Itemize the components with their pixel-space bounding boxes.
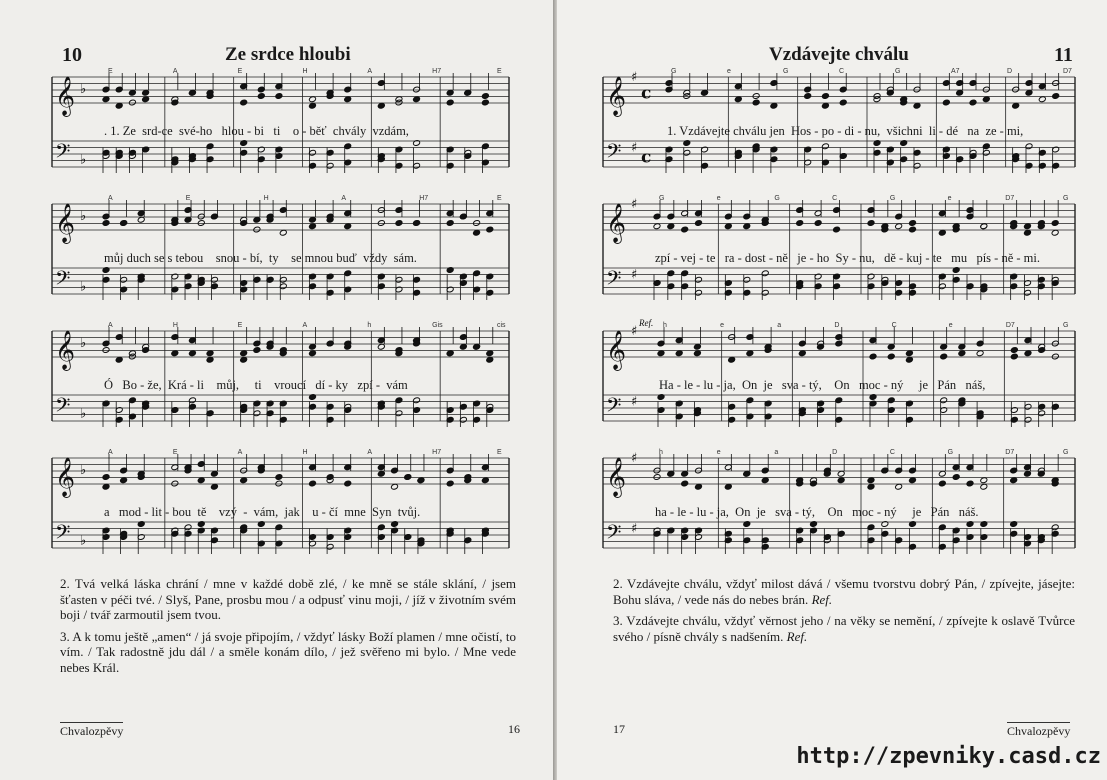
bass-clef-icon: 𝄢 [606,266,622,295]
treble-clef-icon: 𝄞 [55,330,76,370]
note-head [240,99,248,106]
note-head [796,220,804,227]
note-head [867,220,875,227]
chord-symbol: H7 [432,68,442,75]
music-system [599,445,1079,570]
chord-symbol: H7 [432,449,442,456]
verse-2: 2. Tvá velká láska chrání / mne v každé době zlé, / ke mně se stále sklání, / jsem šťasten v péči tvé. / Slyš, Pane, prosbu mou / a odpusť vinu moji, / jíž v životním svém boji / tvář zarmoutil jsem tvou. [60,576,516,622]
chord-symbol: E [497,449,502,456]
chord-symbol: G [671,68,677,75]
common-time-icon: c [641,147,652,168]
flat-icon: ♭ [80,406,87,422]
flat-icon: ♭ [80,152,87,168]
note-head [344,480,352,487]
song-title: Ze srdce hloubi [225,44,351,65]
music-system [48,445,513,570]
bass-clef-icon: 𝄢 [606,393,622,422]
note-head [966,480,974,487]
note-head [309,480,317,487]
chord-symbol: D [1007,68,1013,75]
note-head [869,353,877,360]
flat-icon: ♭ [80,209,87,224]
chord-symbol: A [108,322,113,329]
right-page [557,0,1107,780]
note-head [653,474,661,481]
music-system [48,64,513,189]
note-head [275,93,283,100]
note-head [481,99,489,106]
chord-symbol: A [108,195,113,202]
staff-system-svg [48,64,513,189]
flat-icon: ♭ [80,463,87,478]
chord-symbol: G [783,68,789,75]
staff-system-svg [48,318,513,443]
note-head [1051,353,1059,360]
sharp-icon: ♯ [631,140,638,156]
note-head [275,474,283,481]
note-head [681,480,689,487]
chord-symbol: A [108,449,113,456]
bass-clef-icon: 𝄢 [55,266,71,295]
chord-symbol: E [497,68,502,75]
footer-book-title: Chvalozpěvy [60,724,124,738]
chord-symbol: e [716,195,721,202]
common-time-icon: c [641,83,652,104]
note-head [120,220,128,227]
lyric-line: Ha - le - lu - ja, On je sva - tý, On moc - ný je Pán náš, [659,378,986,392]
note-head [942,99,950,106]
note-head [481,93,489,100]
sharp-icon: ♯ [631,267,638,283]
chord-symbol: e [948,322,953,329]
flat-icon: ♭ [80,82,87,97]
staff-system-svg [48,191,513,316]
note-head [395,220,403,227]
song-number: 10 [62,44,82,66]
flat-icon: ♭ [80,279,87,295]
treble-clef-icon: 𝄞 [55,203,76,243]
music-system [599,64,1079,189]
note-head [938,480,946,487]
lyric-line: můj duch se s tebou snou - bí, ty se mnou buď vždy sám. [104,251,417,265]
bass-clef-icon: 𝄢 [55,139,71,168]
verse-2: 2. Vzdávejte chválu, vždyť milost dává / všemu tvorstvu dobrý Pán, / zpívejte, jásejte: Bohu sláva, / vede nás do nebes brán. Ref. [613,576,1075,607]
staff-system-svg [599,318,1079,443]
chord-symbol: A [367,68,373,75]
music-system [599,191,1079,316]
chord-symbol: G [1063,322,1069,329]
flat-icon: ♭ [80,336,87,351]
staff-system-svg [599,64,1079,189]
note-head [446,99,454,106]
chord-symbol: cis [497,322,506,329]
refrain-marker: Ref. [783,628,808,644]
lyric-line: a mod - lit - bou tě vzý - vám, jak u - čí mne Syn tvůj. [104,505,421,519]
chord-symbol: D7 [1063,68,1072,75]
note-head [822,93,830,100]
chord-symbol: e [720,322,725,329]
chord-symbol: H [172,322,178,329]
chord-symbol: Gis [432,322,443,329]
song-title: Vzdávejte chválu [769,44,909,65]
treble-clef-icon: 𝄞 [606,76,627,116]
note-head [486,226,494,233]
chord-symbol: C [832,195,838,202]
note-head [253,226,261,233]
bass-clef-icon: 𝄢 [55,393,71,422]
staff-system-svg [48,445,513,570]
note-head [102,220,110,227]
note-head [839,99,847,106]
note-head [253,347,261,354]
footer-book-title: Chvalozpěvy [1007,724,1071,738]
note-head [887,353,895,360]
note-head [404,474,412,481]
note-head [413,220,421,227]
bass-clef-icon: 𝄢 [606,520,622,549]
chord-symbol: D7 [1005,322,1015,329]
lyric-line: 1. Vzdávejte chválu jen Hos - po - di - nu, všichni li - dé na ze - mi, [667,124,1024,138]
note-head [952,474,960,481]
chord-symbol: A7 [951,68,960,75]
flat-icon: ♭ [80,533,87,549]
chord-symbol: C [889,449,895,456]
treble-clef-icon: 𝄞 [55,457,76,497]
bass-clef-icon: 𝄢 [55,520,71,549]
chord-symbol: e [727,68,731,75]
refrain-label: Ref. [639,318,654,328]
note-head [804,93,812,100]
page-number: 16 [508,722,520,736]
treble-clef-icon: 𝄞 [606,457,627,497]
note-head [695,220,703,227]
verses-left [60,576,516,681]
treble-clef-icon: 𝄞 [606,330,627,370]
chord-symbol: H [302,68,308,75]
chord-symbol: D7 [1005,195,1015,202]
note-head [275,480,283,487]
chord-symbol: C [839,68,845,75]
chord-symbol: G [947,449,954,456]
chord-symbol: A [341,195,347,202]
chord-symbol: G [1063,449,1069,456]
note-head [752,93,760,100]
note-head [102,474,110,481]
note-head [969,99,977,106]
chord-symbol: A [172,68,178,75]
chord-symbol: E [237,68,243,75]
note-head [1010,353,1018,360]
note-head [681,226,689,233]
chord-symbol: G [1063,195,1069,202]
chord-symbol: a [777,322,782,329]
chord-symbol: E [172,449,178,456]
note-head [377,220,385,227]
chord-symbol: E [185,195,191,202]
note-head [446,220,454,227]
note-head [102,347,110,354]
treble-clef-icon: 𝄞 [55,76,76,116]
sharp-icon: ♯ [631,197,638,212]
sharp-icon: ♯ [631,521,638,537]
music-system [48,318,513,443]
left-page [0,0,553,780]
chord-symbol: h [663,322,667,329]
verse-3: 3. A k tomu ještě „amen“ / já svoje připojím, / vždyť lásky Boží plamen / mne očistí, to vím. / Tak radostně jdu dál / a směle konám dílo, / jež svěřeno mi bylo. / Mne vede nebes Král. [60,628,516,675]
sharp-icon: ♯ [631,451,638,466]
chord-symbol: A [237,449,243,456]
chord-symbol: E [108,68,113,75]
chord-symbol: H [302,449,308,456]
chord-symbol: a [774,449,779,456]
chord-symbol: A [302,322,308,329]
staff-system-svg [599,445,1079,570]
music-system [599,318,1079,443]
chord-symbol: E [497,195,502,202]
treble-clef-icon: 𝄞 [606,203,627,243]
note-head [197,220,205,227]
note-head [1052,93,1060,100]
chord-symbol: C [891,322,897,329]
chord-symbol: D7 [1005,449,1015,456]
note-head [940,353,948,360]
music-system [48,191,513,316]
bass-clef-icon: 𝄢 [606,139,622,168]
chord-symbol: G [895,68,901,75]
note-head [473,220,481,227]
note-head [446,480,454,487]
chord-symbol: E [237,322,243,329]
verse-3: 3. Vzdávejte chválu, vždyť věrnost jeho / na věky se nemění, / zpívejte k oslavě Tvůrce svého / písně chvály s nadšením. Ref. [613,613,1075,644]
staff-system-svg [599,191,1079,316]
chord-symbol: e [947,195,952,202]
sharp-icon: ♯ [631,394,638,410]
note-head [909,226,917,233]
note-head [1051,220,1059,227]
note-head [833,226,841,233]
note-head [171,480,179,487]
chord-symbol: D [832,449,838,456]
song-number: 11 [1054,44,1073,66]
chord-symbol: D [834,322,840,329]
page-number: 17 [613,722,625,736]
chord-symbol: e [716,449,721,456]
note-head [257,93,265,100]
refrain-marker: Ref. [808,591,833,607]
lyric-line: ha - le - lu - ja, On je sva - tý, On moc - ný je Pán náš. [655,505,979,519]
chord-symbol: G [774,195,780,202]
lyric-line: zpí - vej - te ra - dost - ně je - ho Sy - nu, dě - kuj - te mu pís - ně - mi. [655,251,1040,265]
note-head [1010,347,1018,354]
chord-symbol: h [367,322,372,329]
chord-symbol: H [263,195,269,202]
lyric-line: . 1. Ze srd-ce své-ho hlou - bi ti o - běť chvály vzdám, [104,124,409,138]
chord-symbol: H7 [419,195,429,202]
chord-symbol: G [889,195,896,202]
lyric-line: Ó Bo - že, Krá - li můj, ti vroucí dí - ky zpí - vám [104,378,408,392]
chord-symbol: A [367,449,373,456]
chord-symbol: h [659,449,663,456]
note-head [814,220,822,227]
note-head [909,220,917,227]
sharp-icon: ♯ [631,324,638,339]
sharp-icon: ♯ [631,70,638,85]
watermark-link[interactable]: http://zpevniky.casd.cz [796,744,1101,769]
chord-symbol: G [659,195,665,202]
note-head [128,99,136,106]
note-head [752,99,760,106]
verses-right [613,576,1075,650]
